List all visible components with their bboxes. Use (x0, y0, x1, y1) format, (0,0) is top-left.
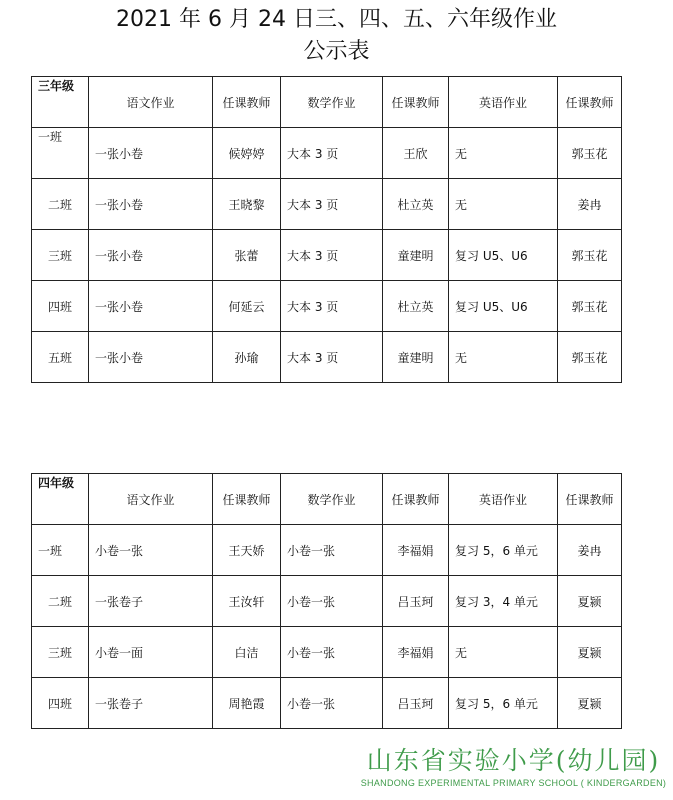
page-title-line-1: 2021 年 6 月 24 日三、四、五、六年级作业 (116, 7, 557, 32)
chinese-homework: 一张卷子 (89, 678, 213, 729)
chinese-teacher: 王晓黎 (213, 179, 281, 230)
math-homework: 大本 3 页 (281, 230, 383, 281)
header-english-homework: 英语作业 (449, 77, 558, 128)
table-row (32, 678, 622, 729)
header-chinese-teacher: 任课教师 (213, 77, 281, 128)
chinese-homework: 一张小卷 (89, 128, 213, 179)
class-name: 三班 (32, 627, 89, 678)
math-homework: 大本 3 页 (281, 128, 383, 179)
math-teacher: 王欣 (383, 128, 449, 179)
chinese-homework: 一张小卷 (89, 179, 213, 230)
chinese-teacher: 王天娇 (213, 525, 281, 576)
chinese-homework: 小卷一张 (89, 525, 213, 576)
english-homework: 复习 U5、U6 (449, 230, 558, 281)
class-name: 五班 (32, 332, 89, 383)
math-teacher: 童建明 (383, 332, 449, 383)
english-teacher: 郭玉花 (558, 230, 622, 281)
math-homework: 小卷一张 (281, 627, 383, 678)
table-row (32, 525, 622, 576)
table-row (32, 627, 622, 678)
header-chinese-homework: 语文作业 (89, 474, 213, 525)
class-name: 四班 (32, 678, 89, 729)
table-row (32, 281, 622, 332)
header-math-homework: 数学作业 (281, 474, 383, 525)
class-name: 一班 (32, 128, 89, 179)
class-name: 四班 (32, 281, 89, 332)
school-name-english: SHANDONG EXPERIMENTAL PRIMARY SCHOOL ( KINDERGARDEN) (360, 778, 667, 788)
table-row (32, 230, 622, 281)
english-teacher: 郭玉花 (558, 332, 622, 383)
chinese-homework: 一张卷子 (89, 576, 213, 627)
english-teacher: 郭玉花 (558, 128, 622, 179)
math-homework: 小卷一张 (281, 525, 383, 576)
math-teacher: 童建明 (383, 230, 449, 281)
page-title-line-2: 公示表 (303, 39, 370, 64)
grade-label: 三年级 (32, 77, 89, 128)
chinese-homework: 一张小卷 (89, 281, 213, 332)
header-english-teacher: 任课教师 (558, 474, 622, 525)
grade-label: 四年级 (32, 474, 89, 525)
english-homework: 复习 3，4 单元 (449, 576, 558, 627)
chinese-homework: 一张小卷 (89, 230, 213, 281)
table-row (32, 576, 622, 627)
header-chinese-teacher: 任课教师 (213, 474, 281, 525)
class-name: 三班 (32, 230, 89, 281)
chinese-teacher: 白洁 (213, 627, 281, 678)
english-homework: 复习 5，6 单元 (449, 678, 558, 729)
header-math-teacher: 任课教师 (383, 77, 449, 128)
header-english-teacher: 任课教师 (558, 77, 622, 128)
chinese-teacher: 周艳霞 (213, 678, 281, 729)
chinese-homework: 小卷一面 (89, 627, 213, 678)
table-row (32, 128, 622, 179)
header-english-homework: 英语作业 (449, 474, 558, 525)
english-homework: 无 (449, 332, 558, 383)
english-homework: 无 (449, 128, 558, 179)
chinese-teacher: 王汝轩 (213, 576, 281, 627)
header-chinese-homework: 语文作业 (89, 77, 213, 128)
english-homework: 无 (449, 627, 558, 678)
chinese-teacher: 孙瑜 (213, 332, 281, 383)
english-teacher: 郭玉花 (558, 281, 622, 332)
chinese-teacher: 候婷婷 (213, 128, 281, 179)
table-header-row (32, 77, 622, 128)
math-homework: 大本 3 页 (281, 332, 383, 383)
math-teacher: 李福娟 (383, 627, 449, 678)
chinese-teacher: 何延云 (213, 281, 281, 332)
english-homework: 复习 U5、U6 (449, 281, 558, 332)
class-name: 二班 (32, 576, 89, 627)
english-teacher: 姜冉 (558, 179, 622, 230)
math-homework: 小卷一张 (281, 576, 383, 627)
math-teacher: 杜立英 (383, 179, 449, 230)
english-homework: 复习 5，6 单元 (449, 525, 558, 576)
class-name: 二班 (32, 179, 89, 230)
class-name: 一班 (32, 525, 89, 576)
math-homework: 小卷一张 (281, 678, 383, 729)
header-math-teacher: 任课教师 (383, 474, 449, 525)
english-homework: 无 (449, 179, 558, 230)
table-row (32, 332, 622, 383)
table-header-row (32, 474, 622, 525)
grade-4-homework-table (31, 473, 622, 729)
school-name-chinese: 山东省实验小学(幼儿园) (366, 746, 661, 775)
math-teacher: 李福娟 (383, 525, 449, 576)
math-homework: 大本 3 页 (281, 281, 383, 332)
english-teacher: 夏颍 (558, 627, 622, 678)
math-teacher: 吕玉珂 (383, 678, 449, 729)
math-homework: 大本 3 页 (281, 179, 383, 230)
school-logo (356, 746, 671, 788)
math-teacher: 吕玉珂 (383, 576, 449, 627)
english-teacher: 夏颍 (558, 576, 622, 627)
chinese-homework: 一张小卷 (89, 332, 213, 383)
english-teacher: 夏颍 (558, 678, 622, 729)
header-math-homework: 数学作业 (281, 77, 383, 128)
math-teacher: 杜立英 (383, 281, 449, 332)
chinese-teacher: 张蕾 (213, 230, 281, 281)
english-teacher: 姜冉 (558, 525, 622, 576)
grade-3-homework-table (31, 76, 622, 383)
table-row (32, 179, 622, 230)
